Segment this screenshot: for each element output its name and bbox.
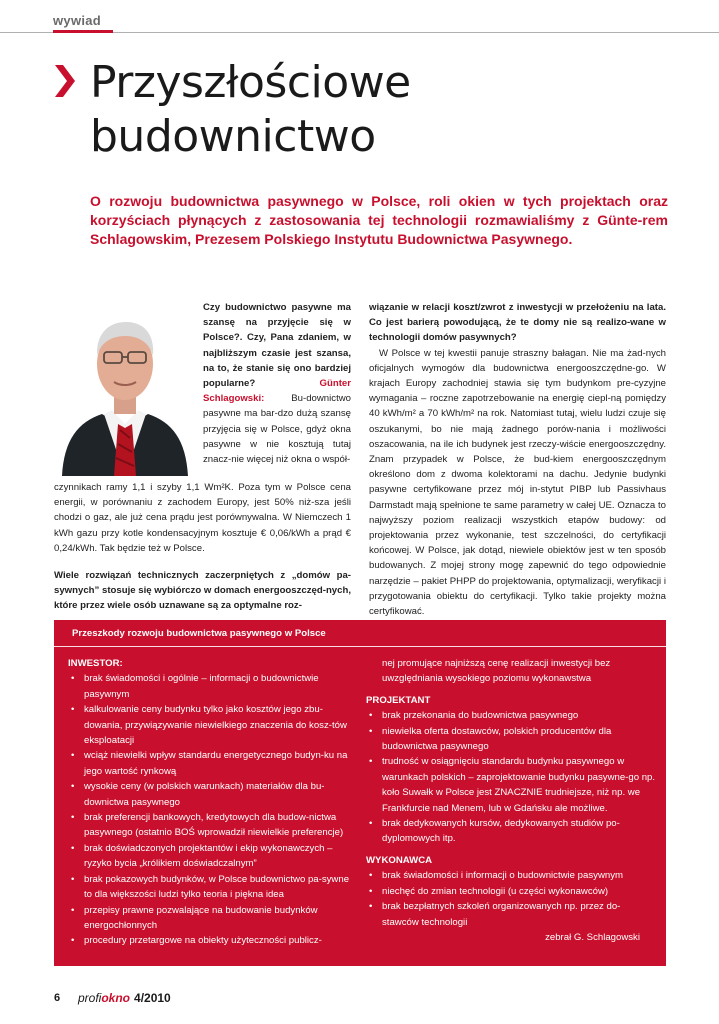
box-list-item xyxy=(68,933,354,948)
box-list-item-text: brak bezpłatnych szkoleń organizowanych np. przez do-stawców technologii xyxy=(382,901,621,928)
box-list-item-text: brak preferencji bankowych, kredytowych dla budow-nictwa pasywnego (ostatnio BOŚ wprowadził niewielkie preferencje) xyxy=(84,812,344,839)
page-number: 6 xyxy=(54,992,61,1004)
chevron-right-icon xyxy=(51,62,79,100)
portrait-photo xyxy=(54,300,196,476)
bullet-icon: • xyxy=(71,873,75,885)
bullet-icon: • xyxy=(71,704,75,716)
question-2: Wiele rozwiązań technicznych zaczerpniętych z „domów pa-sywnych” stosuje się wybiórczo w domach energooszczęd-nych, które przez wiele osób uznawane są za optymalne roz- xyxy=(54,570,351,612)
question-1: Czy budownictwo pasywne ma szansę na przyjęcie się w Polsce?. Czy, Pana zdaniem, w najbliższym czasie jest szansa, na to, że stanie się ono bardziej popularne? xyxy=(203,302,351,390)
box-list-item xyxy=(366,708,656,723)
box-list-item xyxy=(68,841,354,872)
signature: zebrał G. Schlagowski xyxy=(545,931,640,943)
bullet-icon: • xyxy=(71,812,75,824)
inwestor-list xyxy=(68,671,354,948)
box-rule xyxy=(54,646,666,647)
box-list-item-text: brak świadomości i informacji o budownictwie pasywnym xyxy=(382,870,624,882)
projektant-list xyxy=(366,708,656,847)
box-list-item-text: brak przekonania do budownictwa pasywnego xyxy=(382,710,579,722)
answer-2-text: W Polsce w tej kwestii panuje straszny bałagan. Nie ma żad-nych oficjalnych wymogów dla budownictwa energooszczędne-go. W krajach Europy zachodniej stawia się tym budynkom pre-cyzyjne wymagania – roczne zapotrzebowanie na energię ciepl-ną pomiędzy 40 kWh/m² a 70 kWh/m² na rok. Natomiast tutaj, wielu ludzi czuje się oszukanymi, bo nie mają żadnego porów-nania i możliwości oszacowania, na ile ich budynek jest rzeczy-wiście energooszczędny. Znam przypadek w Polsce, że bud-kiem energooszczędnym określono dom z dwoma kolektorami na dachu. Jedynie budynki pasywne certyfikowane przez mój in-stytut PIBP lub Passivhaus Darmstadt mają spełnione te same parametry w całej UE. Oznacza to najwyższy poziom realizacji wszystkich etapów budowy: od projektowania przez wykonanie, test szczelności, do certyfikacji końcowej. W Polsce, jak dotąd, niewiele obiektów jest w ten sposób budowanych. Z mojej strony mogę zapewnić do tego odpowiednie narzędzie – pakiet PHPP do projektowania, optymalizacji, weryfikacji i przygotowania obiektu do certyfikacji. Tylko takie projekty można certyfikować. xyxy=(369,347,666,618)
box-list-item xyxy=(68,903,354,934)
question-2-continued: wiązanie w relacji koszt/zwrot z inwestycji w przełożeniu na lata. Co jest barierą powodującą, że te domy nie są realizo-wane w technologii domów pasywnych? xyxy=(369,302,666,344)
projektant-heading: PROJEKTANT xyxy=(366,694,431,706)
box-list-item-text: brak pokazowych budynków, w Polsce budownictwo pa-sywne to dla większości ludzi tylko teoria i piękna idea xyxy=(84,873,350,901)
page-footer xyxy=(0,990,719,1024)
bullet-icon: • xyxy=(71,904,75,916)
speaker-name: Günter Schlagowski: xyxy=(203,378,351,405)
box-list-item-text: przepisy prawne pozwalające na budowanie budynków energochłonnych xyxy=(84,904,318,931)
box-list-item xyxy=(366,754,656,816)
bullet-icon: • xyxy=(369,901,373,913)
wykonawca-heading: WYKONAWCA xyxy=(366,854,433,866)
issue-number: 4/2010 xyxy=(134,991,171,1005)
brand-prefix: profi xyxy=(78,991,102,1005)
bullet-icon: • xyxy=(369,725,373,737)
answer-2 xyxy=(369,346,666,620)
title-line-2: budownictwo xyxy=(90,111,376,162)
bullet-icon: • xyxy=(369,710,373,722)
box-list-item-text: wysokie ceny (w polskich warunkach) materiałów dla bu-downictwa pasywnego xyxy=(84,781,325,808)
sidebar-box xyxy=(54,620,666,966)
box-list-item xyxy=(68,748,354,779)
wykonawca-list xyxy=(366,868,656,930)
box-list-item-text: trudność w osiągnięciu standardu budynku pasywnego w warunkach polskich – zaprojektowanie budynku pasywne-go np. koło Suwałk w Polsce jest ZNACZNIE trudniejsze, niż np. we Frankfurcie nad Menem, lub w Gdańsku ale możliwe. xyxy=(382,756,656,814)
box-list-item-text: wciąż niewielki wpływ standardu energetycznego budyn-ku na jego wartość rynkową xyxy=(84,750,348,777)
answer-1-part-1: Bu-downictwo pasywne ma bar-dzo dużą szansę przyjęcia się w Polsce, gdyż okna pasywne w nie kosztują tutaj znacz-nie więcej niż okna o współ- xyxy=(203,393,351,466)
box-column-1 xyxy=(68,656,354,949)
article-title xyxy=(90,56,411,164)
bullet-icon: • xyxy=(71,750,75,762)
box-list-item xyxy=(68,872,354,903)
box-list-item xyxy=(68,779,354,810)
inwestor-continued: nej promujące najniższą cenę realizacji inwestycji bez uwzględniania wysokiego poziomu wykonawstwa xyxy=(382,658,611,685)
box-list-item xyxy=(68,671,354,702)
magazine-brand xyxy=(78,991,171,1005)
box-list-item xyxy=(366,899,656,930)
box-list-item-text: niechęć do zmian technologii (u części wykonawców) xyxy=(382,885,609,897)
bullet-icon: • xyxy=(369,756,373,768)
bullet-icon: • xyxy=(71,842,75,854)
answer-1-part-2: czynnikach ramy 1,1 i szyby 1,1 Wm²K. Poza tym w Polsce cena energii, w porównaniu z zachodem Europy, jest 50% niż-sza jeśli chodzi o gaz, ale już cena prądu jest porównywalna. W Niemczech 1 kWh gazu przy kotle kondensacyjnym kosztuje € 0,06/kWh a prąd € 0,24/kWh. Tak będzie też w Polsce. xyxy=(54,482,351,554)
column-1-bottom xyxy=(54,568,351,614)
box-list-item-text: niewielka oferta dostawców, polskich producentów dla budownictwa pasywnego xyxy=(382,725,612,753)
bullet-icon: • xyxy=(369,885,373,897)
box-list-item xyxy=(68,810,354,841)
column-1-middle xyxy=(54,480,351,556)
bullet-icon: • xyxy=(71,781,75,793)
bullet-icon: • xyxy=(369,870,373,882)
box-list-item xyxy=(366,884,656,899)
box-title: Przeszkody rozwoju budownictwa pasywnego w Polsce xyxy=(72,628,326,639)
column-1-top xyxy=(203,300,351,467)
bullet-icon: • xyxy=(71,673,75,685)
lead-paragraph: O rozwoju budownictwa pasywnego w Polsce, roli okien w tych projektach oraz korzyściach płynących z zastosowania tej technologii rozmawialiśmy z Günte-rem Schlagowskim, Prezesem Polskiego Instytutu Budownictwa Pasywnego. xyxy=(90,193,668,247)
section-tag: wywiad xyxy=(53,13,102,28)
box-list-item xyxy=(366,724,656,755)
column-2 xyxy=(369,300,666,619)
box-column-2 xyxy=(366,656,656,945)
box-list-item xyxy=(366,868,656,883)
header-accent-rule xyxy=(53,30,113,33)
box-list-item-text: brak dedykowanych kursów, dedykowanych studiów po-dyplomowych itp. xyxy=(382,818,620,845)
box-list-item-text: brak doświadczonych projektantów i ekip wykonawczych – ryzyko bycia „królikiem doświadczalnym” xyxy=(84,842,333,870)
box-list-item xyxy=(366,816,656,847)
brand-suffix: okno xyxy=(101,991,131,1005)
inwestor-heading: INWESTOR: xyxy=(68,658,123,669)
box-list-item-text: brak świadomości i ogólnie – informacji o budownictwie pasywnym xyxy=(84,673,319,700)
bullet-icon: • xyxy=(71,935,75,947)
box-list-item-text: procedury przetargowe na obiekty użyteczności publicz- xyxy=(84,935,322,947)
bullet-icon: • xyxy=(369,818,373,830)
box-list-item-text: kalkulowanie ceny budynku tylko jako kosztów jego zbu-dowania, przywiązywanie niewielkiego znaczenia do kosz-tów eksploatacji xyxy=(84,704,347,747)
box-list-item xyxy=(68,702,354,748)
title-line-1: Przyszłościowe xyxy=(90,57,411,108)
